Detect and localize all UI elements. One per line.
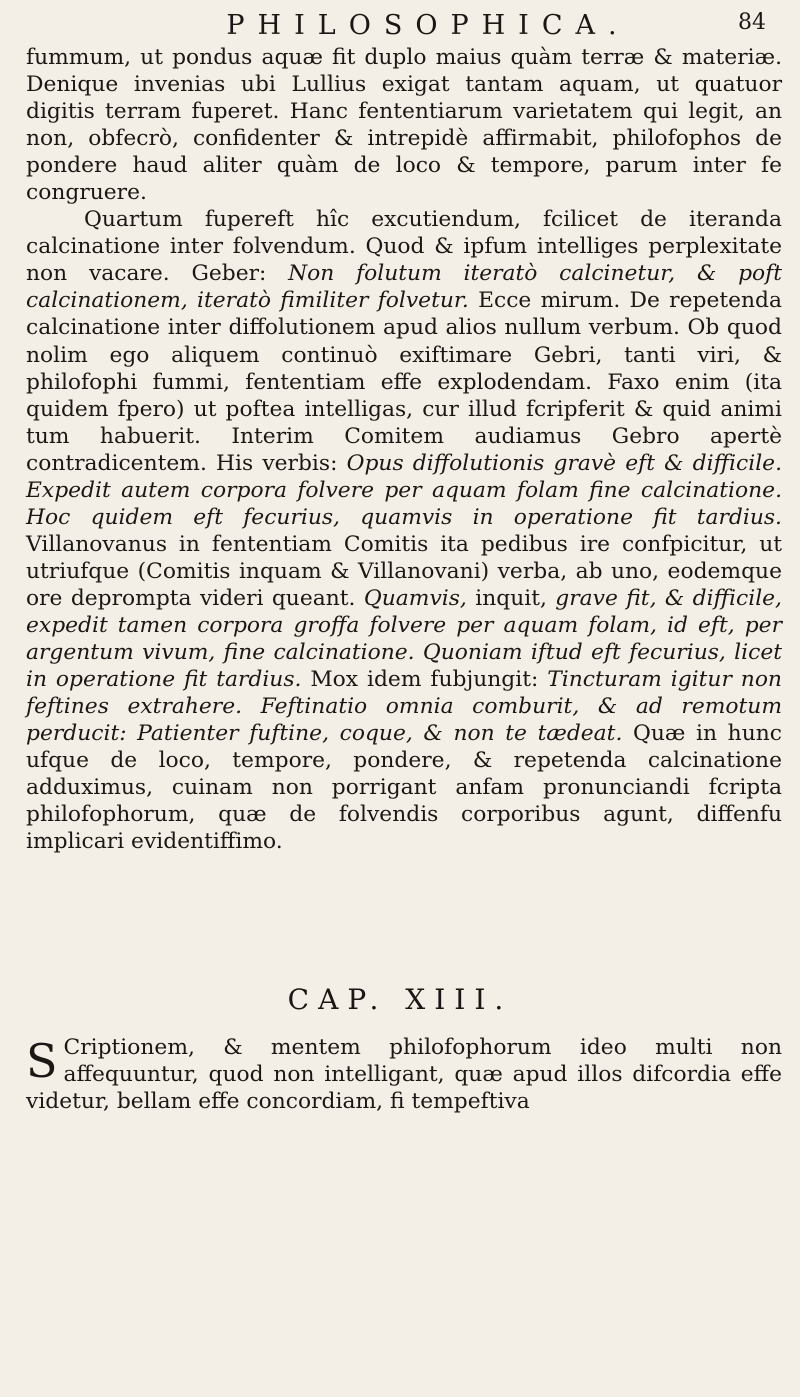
paragraph — [26, 44, 782, 206]
running-header — [0, 8, 800, 46]
chapter-heading: CAP. XIII. — [287, 983, 513, 1016]
italic-quotation: Non folutum iteratò calcinetur, & poft calcinationem, iteratò fimiliter folvetur. — [26, 261, 782, 314]
italic-quotation: grave fit, & difficile, expedit tamen corpora groffa folvere per aquam folam, id eft, per argentum vivum, fine calcinatione. Quoniam iftud eft fecurius, licet in operatione fit tardius. — [26, 585, 782, 693]
body-text — [26, 44, 782, 855]
text-segment: fummum, ut pondus aquæ fit duplo maius quàm terræ & materiæ. Denique invenias ubi Lullius exigat tantam aquam, ut quatuor digitis terram fuperet. Hanc fententiarum varietatem qui legit, an non, obfecrò, confidenter & intrepidè affirmabit, philofophos de pondere haud aliter quàm de loco & tempore, parum inter fe congruere. — [26, 45, 782, 206]
text-segment: Quæ in hunc ufque de loco, tempore, pondere, & repetenda calcinatione adduximus, cuinam non porrigant anfam pronunciandi fcripta philofophorum, quæ de folvendis corporibus agunt, diffenfu implicari evidentiffimo. — [26, 721, 783, 855]
text-segment: Quartum fupereft hîc excutiendum, fcilicet de iteranda calcinatione inter folvendum. Quod & ipfum intelliges perplexitate non vacare. Geber: — [26, 207, 782, 287]
text-segment: Mox idem fubjungit: — [301, 667, 548, 693]
text-segment: Villanovanus in fententiam Comitis ita pedibus ire confpicitur, ut utriufque (Comitis inquam & Villanovani) verba, ab uno, eodemque ore deprompta videri queant. — [26, 531, 782, 611]
running-title: PHILOSOPHICA. — [226, 10, 630, 41]
text-segment: Ecce mirum. De repetenda calcinatione inter diffolutionem apud alios nullum verbum. Ob quod nolim ego aliquem continuò exiftimare Gebri, tanti viri, & philofophi fummi, fententiam effe explodendam. Faxo enim (ita quidem fpero) ut poftea intelligas, cur illud fcripferit & quid animi tum habuerit. Interim Comitem audiamus Gebro apertè contradicentem. His verbis: — [26, 288, 783, 476]
paragraph — [26, 206, 782, 855]
drop-cap: S — [26, 1034, 58, 1088]
chapter-paragraph — [26, 1034, 782, 1115]
italic-quotation: Quamvis, — [363, 585, 467, 611]
page-number: 84 — [738, 10, 766, 35]
text-segment: inquit, — [466, 585, 556, 611]
chapter-paragraph-text: Criptionem, & mentem philofophorum ideo multi non affequuntur, quod non intelligant, quæ apud illos difcordia effe videtur, bellam effe concordiam, fi tempeftiva — [26, 1035, 782, 1115]
italic-quotation: Tincturam igitur non feftines extrahere. Feftinatio omnia comburit, & ad remotum perducit: Patienter fuftine, coque, & non te tædeat. — [26, 667, 782, 747]
italic-quotation: Opus diffolutionis gravè eft & difficile. Expedit autem corpora folvere per aquam folam fine calcinatione. Hoc quidem eft fecurius, quamvis in operatione fit tardius. — [26, 450, 782, 530]
